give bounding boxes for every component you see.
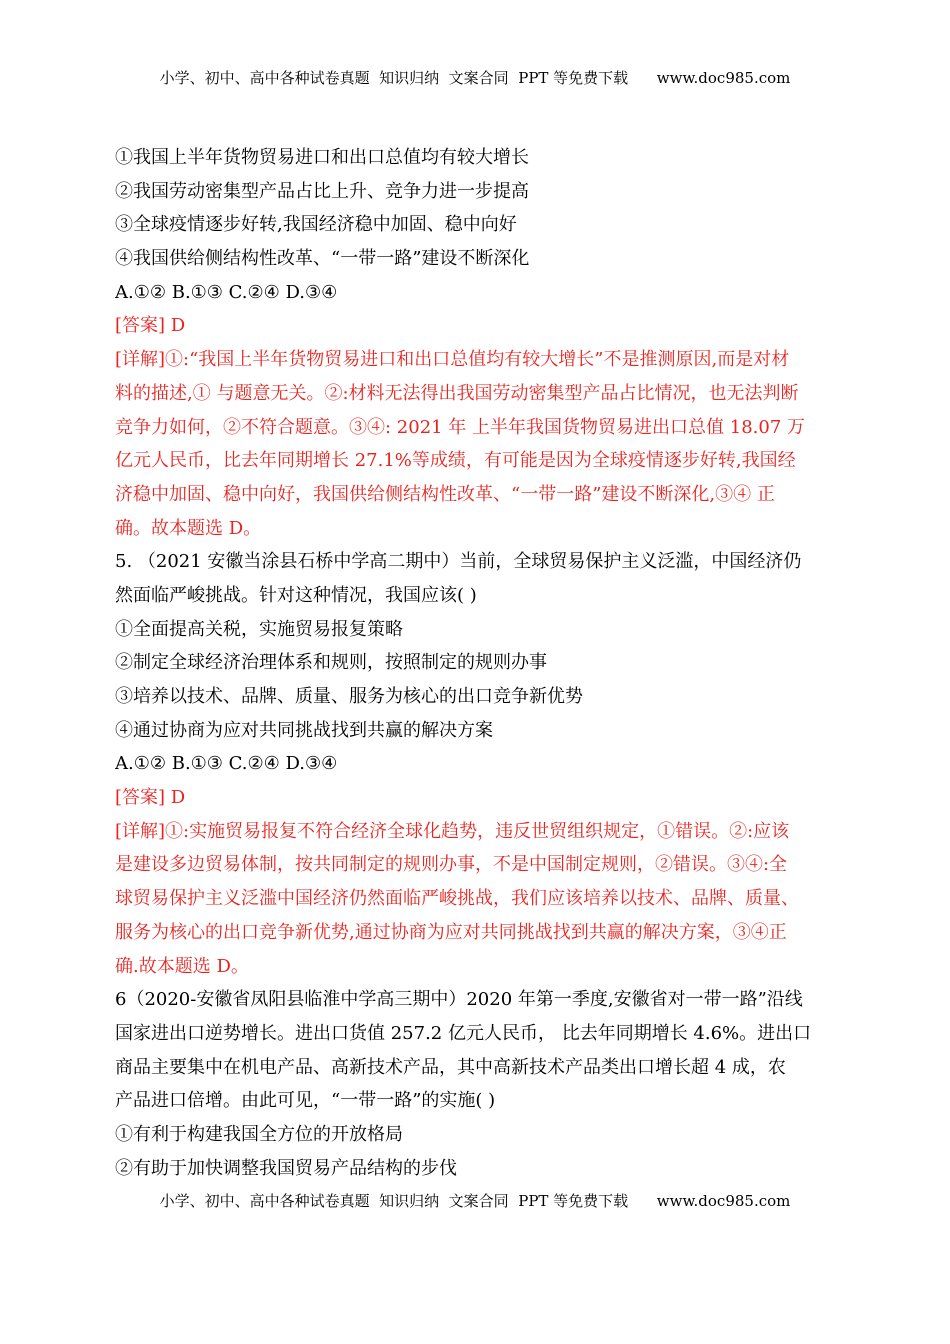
text-line: ①我国上半年货物贸易进口和出口总值均有较大增长: [115, 147, 529, 168]
answer-line: 球贸易保护主义泛滥中国经济仍然面临严峻挑战，我们应该培养以技术、品牌、质量、: [115, 888, 799, 910]
answer-line: 料的描述,① 与题意无关。②:材料无法得出我国劳动密集型产品占比情况，也无法判断: [115, 382, 799, 404]
text-line: ③培养以技术、品牌、质量、服务为核心的出口竞争新优势: [115, 686, 583, 707]
answer-line: [答案] D: [115, 315, 186, 337]
text-line: 6（2020-安徽省凤阳县临淮中学高三期中）2020 年第一季度,安徽省对一带一路”沿线: [115, 989, 803, 1011]
text-line: ②有助于加快调整我国贸易产品结构的步伐: [115, 1157, 457, 1179]
text-line: 商品主要集中在机电产品、高新技术产品，其中高新技术产品类出口增长超 4 成，农: [115, 1056, 786, 1078]
text-line: 然面临严峻挑战。针对这种情况，我国应该( ): [115, 584, 477, 606]
text-line: ①有利于构建我国全方位的开放格局: [115, 1123, 403, 1145]
text-line: ③全球疫情逐步好转,我国经济稳中加固、稳中向好: [115, 214, 517, 236]
page-header: 小学、初中、高中各种试卷真题 知识归纳 文案合同 PPT 等免费下载 www.doc985.com: [159, 69, 791, 87]
answer-line: 济稳中加固、稳中向好，我国供给侧结构性改革、“一带一路”建设不断深化,③④ 正: [115, 483, 775, 505]
answer-line: 确.故本题选 D。: [115, 955, 249, 977]
text-line: 国家进出口逆势增长。进出口货值 257.2 亿元人民币， 比去年同期增长 4.6%。进出口: [115, 1022, 812, 1044]
text-line: ④我国供给侧结构性改革、“一带一路”建设不断深化: [115, 248, 530, 270]
answer-line: [详解]①:实施贸易报复不符合经济全球化趋势，违反世贸组织规定，①错误。②:应该: [115, 820, 790, 842]
text-line: ②我国劳动密集型产品占比上升、竞争力进一步提高: [115, 180, 529, 202]
answer-line: [详解]①:“我国上半年货物贸易进口和出口总值均有较大增长”不是推测原因,而是对材: [115, 349, 790, 371]
text-line: ②制定全球经济治理体系和规则，按照制定的规则办事: [115, 652, 547, 674]
text-line: ④通过协商为应对共同挑战找到共赢的解决方案: [115, 719, 493, 741]
answer-line: 亿元人民币，比去年同期增长 27.1%等成绩，有可能是因为全球疫情逐步好转,我国经: [115, 450, 796, 472]
document-body: [115, 141, 845, 1185]
text-line: 5. （2021 安徽当涂县石桥中学高二期中）当前，全球贸易保护主义泛滥，中国经济仍: [115, 551, 802, 573]
text-line: A.①② B.①③ C.②④ D.③④: [115, 753, 338, 775]
answer-line: 服务为核心的出口竞争新优势,通过协商为应对共同挑战找到共赢的解决方案，③④正: [115, 921, 787, 943]
page-footer: 小学、初中、高中各种试卷真题 知识归纳 文案合同 PPT 等免费下载 www.doc985.com: [159, 1192, 791, 1210]
answer-line: [答案] D: [115, 787, 186, 809]
text-line: A.①② B.①③ C.②④ D.③④: [115, 281, 338, 303]
answer-line: 确。故本题选 D。: [115, 517, 262, 539]
text-line: 产品进口倍增。由此可见，“一带一路”的实施( ): [115, 1090, 496, 1112]
text-line: ①全面提高关税，实施贸易报复策略: [115, 618, 403, 640]
answer-line: 竞争力如何，②不符合题意。③④: 2021 年 上半年我国货物贸易进出口总值 18.07 万: [115, 416, 806, 438]
answer-line: 是建设多边贸易体制，按共同制定的规则办事，不是中国制定规则，②错误。③④:全: [115, 854, 788, 876]
